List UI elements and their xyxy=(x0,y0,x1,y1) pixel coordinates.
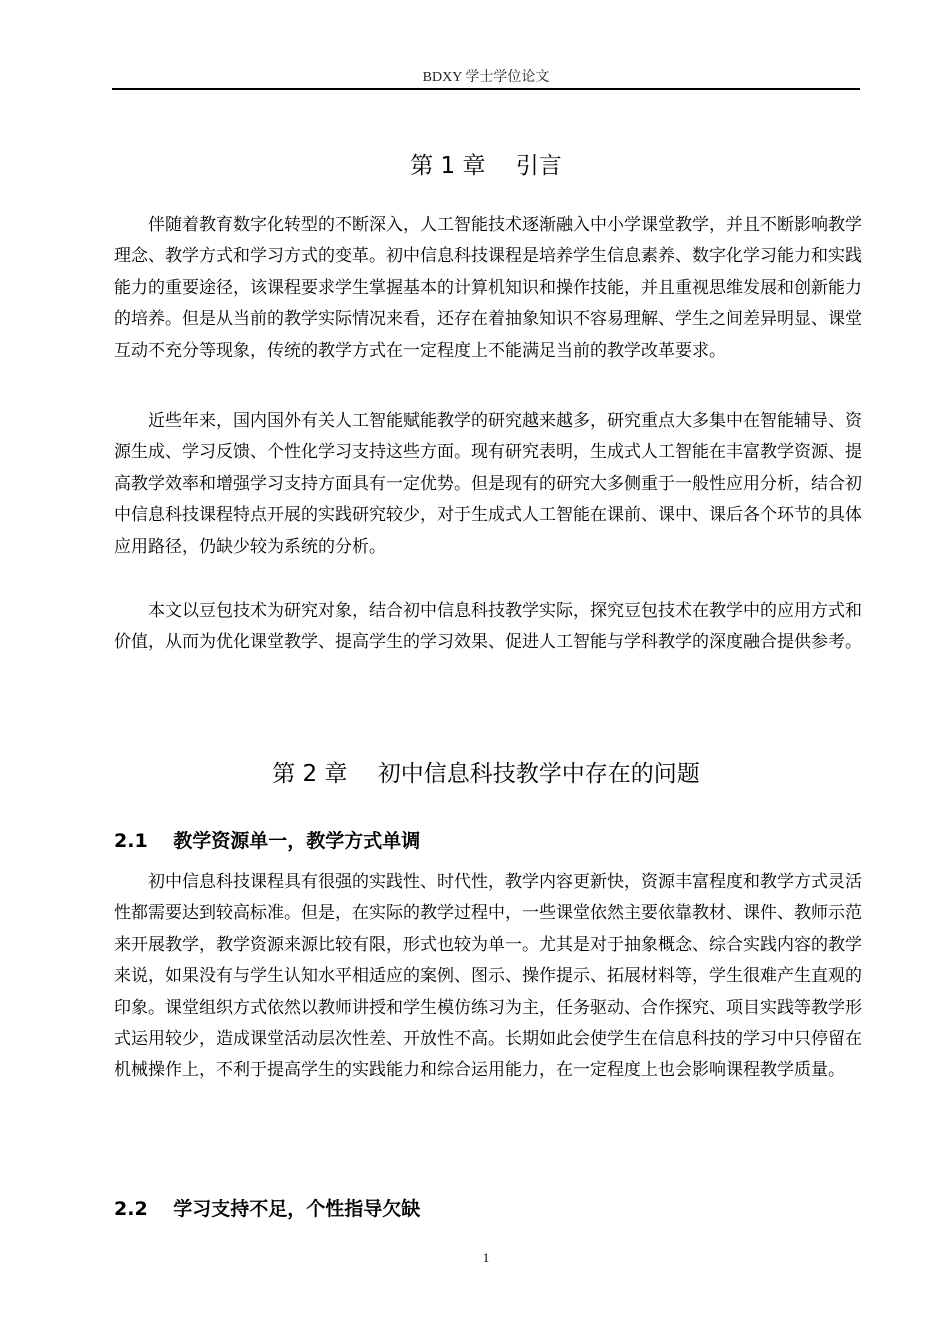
chapter-1-paragraph-3: 本文以豆包技术为研究对象，结合初中信息科技教学实际，探究豆包技术在教学中的应用方式和价值，从而为优化课堂教学、提高学生的学习效果、促进人工智能与学科教学的深度融合提供参考。 xyxy=(114,601,862,653)
section-2-1-title: 2.1 教学资源单一，教学方式单调 xyxy=(114,830,421,852)
section-2-1-paragraph: 初中信息科技课程具有很强的实践性、时代性，教学内容更新快，资源丰富程度和教学方式灵活性都需要达到较高标准。但是，在实际的教学过程中，一些课堂依然主要依靠教材、课件、教师示范来开展教学，教学资源来源比较有限，形式也较为单一。尤其是对于抽象概念、综合实践内容的教学来说，如果没有与学生认知水平相适应的案例、图示、操作提示、拓展材料等，学生很难产生直观的印象。课堂组织方式依然以教师讲授和学生模仿练习为主，任务驱动、合作探究、项目实践等教学形式运用较少，造成课堂活动层次性差、开放性不高。长期如此会使学生在信息科技的学习中只停留在机械操作上，不利于提高学生的实践能力和综合运用能力，在一定程度上也会影响课程教学质量。 xyxy=(114,872,862,1081)
section-2-2-title: 2.2 学习支持不足，个性指导欠缺 xyxy=(114,1198,421,1220)
chapter-1-paragraph-2: 近些年来，国内国外有关人工智能赋能教学的研究越来越多，研究重点大多集中在智能辅导、资源生成、学习反馈、个性化学习支持这些方面。现有研究表明，生成式人工智能在丰富教学资源、提高教学效率和增强学习支持方面具有一定优势。但是现有的研究大多侧重于一般性应用分析，结合初中信息科技课程特点开展的实践研究较少，对于生成式人工智能在课前、课中、课后各个环节的具体应用路径，仍缺少较为系统的分析。 xyxy=(114,411,862,557)
chapter-1-title: 第 1 章 引言 xyxy=(410,153,562,179)
chapter-2-title: 第 2 章 初中信息科技教学中存在的问题 xyxy=(272,761,700,787)
page-number: 1 xyxy=(482,1250,490,1265)
running-header: BDXY 学士学位论文 xyxy=(422,70,550,85)
header-rule xyxy=(112,88,860,90)
chapter-1-paragraph-1: 伴随着教育数字化转型的不断深入，人工智能技术逐渐融入中小学课堂教学，并且不断影响教学理念、教学方式和学习方式的变革。初中信息科技课程是培养学生信息素养、数字化学习能力和实践能力的重要途径，该课程要求学生掌握基本的计算机知识和操作技能，并且重视思维发展和创新能力的培养。但是从当前的教学实际情况来看，还存在着抽象知识不容易理解、学生之间差异明显、课堂互动不充分等现象，传统的教学方式在一定程度上不能满足当前的教学改革要求。 xyxy=(114,215,862,361)
